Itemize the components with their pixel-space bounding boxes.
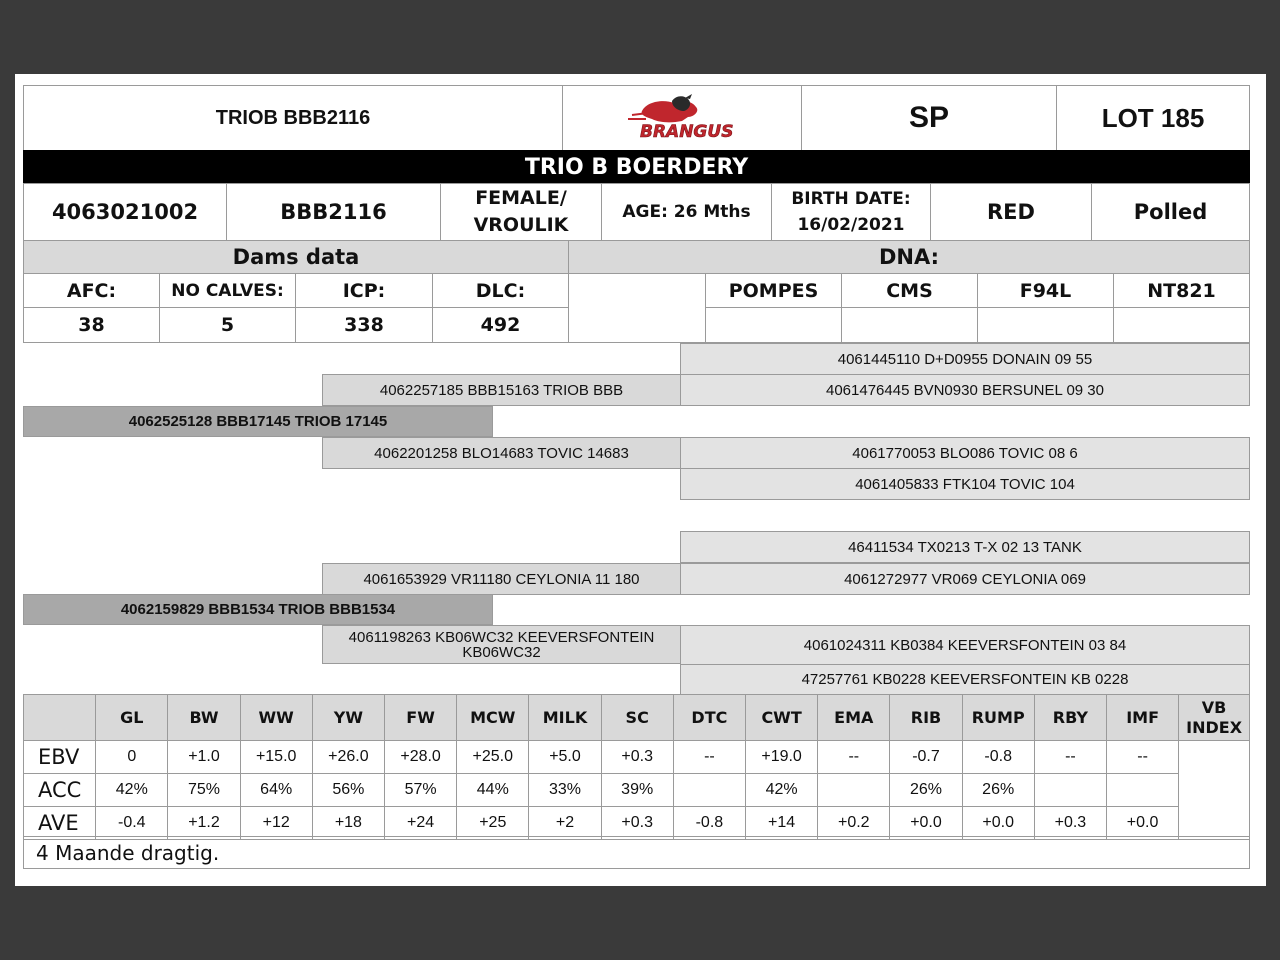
ebv-cell-ave-sc: +0.3 [601, 806, 674, 840]
lot-sheet [15, 74, 1266, 886]
ebv-vb-index-value [1178, 740, 1250, 840]
pedigree-dam-dam-dam: 47257761 KB0228 KEEVERSFONTEIN KB 0228 [680, 664, 1250, 695]
pedigree-dam-dam [322, 625, 681, 664]
ebv-cell-ave-rib: +0.0 [889, 806, 962, 840]
dams-data-header: Dams data [23, 240, 569, 274]
ebv-cell-ebv-dtc: -- [673, 740, 746, 774]
dna-value-f94l [977, 307, 1114, 343]
ebv-header-bw: BW [167, 694, 240, 741]
ebv-row-label-ebv: EBV [23, 740, 96, 774]
dna-header-f94l: F94L [977, 273, 1114, 308]
pedigree-dam-sire-sire: 46411534 TX0213 T-X 02 13 TANK [680, 531, 1250, 563]
ebv-cell-acc-ema [817, 773, 890, 807]
ebv-cell-acc-imf [1106, 773, 1179, 807]
ebv-cell-ebv-rib: -0.7 [889, 740, 962, 774]
pedigree-sire-dam-dam: 4061405833 FTK104 TOVIC 104 [680, 468, 1250, 500]
dams-value-icp: 338 [295, 307, 433, 343]
ebv-cell-ave-dtc: -0.8 [673, 806, 746, 840]
brangus-logo [562, 85, 802, 151]
birth-date-label: BIRTH DATE: [791, 189, 911, 209]
ebv-header-imf: IMF [1106, 694, 1179, 741]
ebv-header-yw: YW [312, 694, 385, 741]
ebv-header-gl: GL [95, 694, 168, 741]
ebv-cell-ave-ema: +0.2 [817, 806, 890, 840]
dna-value-cms [841, 307, 978, 343]
ebv-cell-acc-dtc [673, 773, 746, 807]
ebv-cell-ebv-ema: -- [817, 740, 890, 774]
ebv-row-label-acc: ACC [23, 773, 96, 807]
ebv-header-cwt: CWT [745, 694, 818, 741]
ebv-header-sc: SC [601, 694, 674, 741]
vb-index-line-2: INDEX [1186, 717, 1243, 737]
ebv-cell-acc-milk: 33% [528, 773, 601, 807]
pedigree-dam-dam-line-1: 4061198263 KB06WC32 KEEVERSFONTEIN [348, 628, 655, 646]
ebv-cell-acc-gl: 42% [95, 773, 168, 807]
ebv-cell-acc-rib: 26% [889, 773, 962, 807]
dna-header-cms: CMS [841, 273, 978, 308]
ebv-header-rump: RUMP [962, 694, 1035, 741]
animal-horns: Polled [1091, 183, 1250, 241]
ebv-cell-ebv-rump: -0.8 [962, 740, 1035, 774]
ebv-header-ww: WW [240, 694, 313, 741]
ebv-cell-acc-mcw: 44% [456, 773, 529, 807]
ebv-header-dtc: DTC [673, 694, 746, 741]
dna-blank-cell [568, 273, 706, 343]
pedigree-sire-dam: 4062201258 BLO14683 TOVIC 14683 [322, 437, 681, 469]
ebv-cell-acc-rby [1034, 773, 1107, 807]
ebv-cell-ebv-ww: +15.0 [240, 740, 313, 774]
dams-value-no-calves: 5 [159, 307, 296, 343]
dams-header-no-calves: NO CALVES: [159, 273, 296, 308]
ebv-cell-acc-bw: 75% [167, 773, 240, 807]
ebv-cell-acc-cwt: 42% [745, 773, 818, 807]
ebv-cell-acc-fw: 57% [384, 773, 457, 807]
dna-header-nt821: NT821 [1113, 273, 1250, 308]
pedigree-sire-sire-sire: 4061445110 D+D0955 DONAIN 09 55 [680, 343, 1250, 375]
ebv-cell-ave-milk: +2 [528, 806, 601, 840]
birth-date-value: 16/02/2021 [797, 215, 905, 235]
ebv-cell-ebv-sc: +0.3 [601, 740, 674, 774]
animal-name: TRIOB BBB2116 [23, 85, 563, 151]
ebv-header-mcw: MCW [456, 694, 529, 741]
pedigree-dam-dam-sire: 4061024311 KB0384 KEEVERSFONTEIN 03 84 [680, 625, 1250, 665]
animal-code: BBB2116 [226, 183, 441, 241]
ebv-header-rby: RBY [1034, 694, 1107, 741]
dna-header-pompes: POMPES [705, 273, 842, 308]
bull-icon [602, 93, 762, 143]
lot-number: LOT 185 [1056, 85, 1250, 151]
animal-age: AGE: 26 Mths [601, 183, 772, 241]
ebv-header-corner [23, 694, 96, 741]
dna-value-nt821 [1113, 307, 1250, 343]
animal-colour: RED [930, 183, 1092, 241]
ebv-cell-ave-cwt: +14 [745, 806, 818, 840]
pedigree-sire-sire: 4062257185 BBB15163 TRIOB BBB [322, 374, 681, 406]
ebv-cell-ebv-milk: +5.0 [528, 740, 601, 774]
dams-value-dlc: 492 [432, 307, 569, 343]
ebv-cell-ebv-cwt: +19.0 [745, 740, 818, 774]
vb-index-line-1: VB [1201, 697, 1227, 717]
birth-date [771, 183, 931, 241]
sp-label: SP [801, 85, 1057, 151]
dams-header-dlc: DLC: [432, 273, 569, 308]
sex-line-1: FEMALE/ [475, 187, 567, 209]
ebv-header-rib: RIB [889, 694, 962, 741]
ebv-cell-ave-rby: +0.3 [1034, 806, 1107, 840]
dams-value-afc: 38 [23, 307, 160, 343]
pedigree-sire: 4062525128 BBB17145 TRIOB 17145 [23, 406, 493, 437]
ebv-cell-acc-yw: 56% [312, 773, 385, 807]
ebv-cell-ebv-bw: +1.0 [167, 740, 240, 774]
ebv-cell-ebv-fw: +28.0 [384, 740, 457, 774]
pedigree-sire-dam-sire: 4061770053 BLO086 TOVIC 08 6 [680, 437, 1250, 469]
animal-sex [440, 183, 602, 241]
ebv-cell-acc-rump: 26% [962, 773, 1035, 807]
ebv-cell-ave-gl: -0.4 [95, 806, 168, 840]
dna-value-pompes [705, 307, 842, 343]
ebv-header-fw: FW [384, 694, 457, 741]
ebv-cell-acc-sc: 39% [601, 773, 674, 807]
ebv-cell-ave-rump: +0.0 [962, 806, 1035, 840]
ebv-cell-ebv-yw: +26.0 [312, 740, 385, 774]
notes: 4 Maande dragtig. [23, 836, 1250, 869]
dams-header-afc: AFC: [23, 273, 160, 308]
ebv-header-milk: MILK [528, 694, 601, 741]
svg-text:BRANGUS: BRANGUS [640, 122, 734, 142]
ebv-cell-ave-mcw: +25 [456, 806, 529, 840]
ebv-cell-ave-fw: +24 [384, 806, 457, 840]
ebv-cell-ave-ww: +12 [240, 806, 313, 840]
pedigree-dam-sire-dam: 4061272977 VR069 CEYLONIA 069 [680, 563, 1250, 595]
pedigree-dam: 4062159829 BBB1534 TRIOB BBB1534 [23, 594, 493, 625]
ebv-cell-ave-bw: +1.2 [167, 806, 240, 840]
ebv-row-label-ave: AVE [23, 806, 96, 840]
ebv-cell-ave-yw: +18 [312, 806, 385, 840]
animal-id: 4063021002 [23, 183, 227, 241]
dams-header-icp: ICP: [295, 273, 433, 308]
ebv-header-vb-index [1178, 694, 1250, 741]
ebv-cell-ebv-imf: -- [1106, 740, 1179, 774]
ebv-cell-ave-imf: +0.0 [1106, 806, 1179, 840]
sex-line-2: VROULIK [473, 214, 569, 236]
dna-header: DNA: [568, 240, 1250, 274]
ebv-cell-ebv-rby: -- [1034, 740, 1107, 774]
pedigree-dam-sire: 4061653929 VR11180 CEYLONIA 11 180 [322, 563, 681, 595]
ebv-cell-ebv-mcw: +25.0 [456, 740, 529, 774]
ebv-cell-ebv-gl: 0 [95, 740, 168, 774]
farm-title-bar: TRIO B BOERDERY [23, 150, 1250, 184]
ebv-header-ema: EMA [817, 694, 890, 741]
pedigree-dam-dam-line-2: KB06WC32 [462, 643, 541, 661]
ebv-cell-acc-ww: 64% [240, 773, 313, 807]
pedigree-sire-sire-dam: 4061476445 BVN0930 BERSUNEL 09 30 [680, 374, 1250, 406]
